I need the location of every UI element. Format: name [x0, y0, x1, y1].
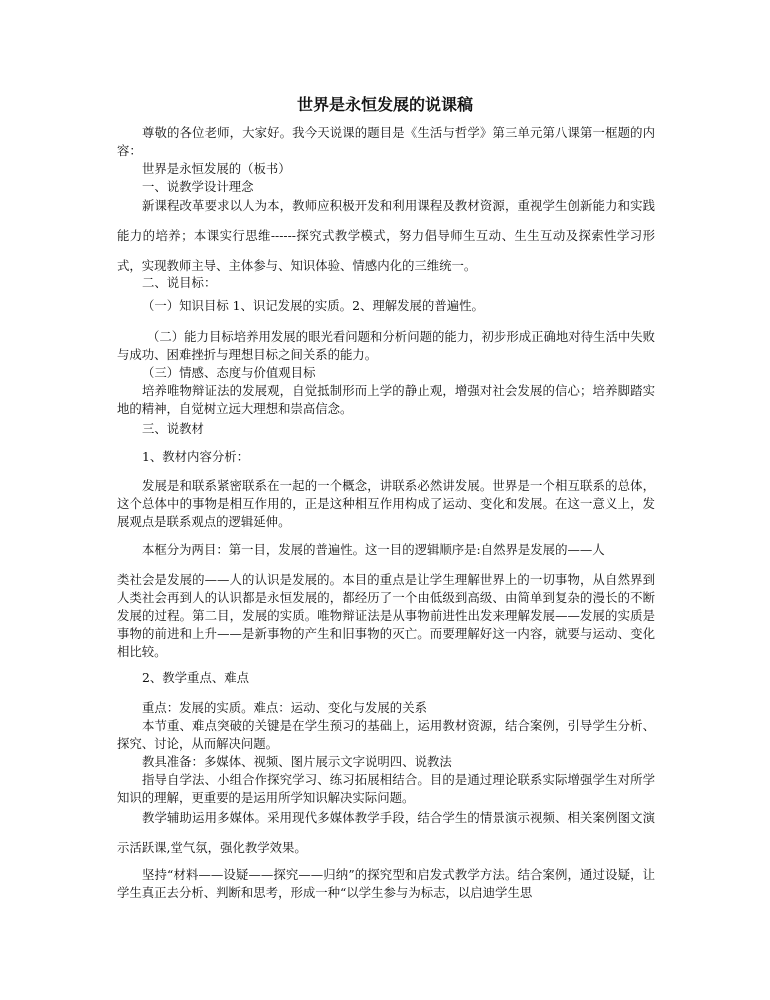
- paragraph-key-points: 重点：发展的实质。难点：运动、变化与发展的关系: [142, 700, 427, 715]
- paragraph-frame-first-line: 本框分为两目：第一目，发展的普遍性。这一目的逻辑顺序是:自然界是发展的——人: [142, 542, 605, 557]
- heading-emotion-objective: （三）情感、态度与价值观目标: [142, 365, 316, 380]
- heading-key-points: 2、教学重点、难点: [142, 670, 250, 685]
- document-title: 世界是永恒发展的说课稿: [296, 95, 473, 114]
- paragraph-ability-objective: （二）能力目标培养用发展的眼光看问题和分析问题的能力，初步形成正确地对待生活中失败与成功、困难挫折与理想目标之间关系的能力。: [117, 329, 656, 362]
- paragraph-multimedia: 教学辅助运用多媒体。采用现代多媒体教学手段，结合学生的情景演示视频、相关案例图文演示活跃课,堂气氛，强化教学效果。: [117, 810, 655, 855]
- section-heading-textbook: 三、说教材: [142, 421, 204, 436]
- paragraph-breakthrough: 本节重、难点突破的关键是在学生预习的基础上，运用教材资源，结合案例，引导学生分析、探究、讨论，从而解决问题。: [117, 718, 655, 751]
- paragraph-board-title: 世界是永恒发展的（板书）: [142, 161, 291, 176]
- paragraph-emotion-objective: 培养唯物辩证法的发展观，自觉抵制形而上学的静止观，增强对社会发展的信心；培养脚踏实地的精神，自觉树立远大理想和崇高信念。: [117, 383, 655, 416]
- paragraph-greeting: 尊敬的各位老师，大家好。我今天说课的题目是《生活与哲学》第三单元第八课第一框题的内容：: [117, 125, 655, 158]
- section-heading-design-concept: 一、说教学设计理念: [142, 179, 254, 194]
- paragraph-frame-body: 类社会是发展的——人的认识是发展的。本目的重点是让学生理解世界上的一切事物，从自然界到人类社会再到人的认识都是永恒发展的，都经历了一个由低级到高级、由简单到复杂的漫长的不断发展的过程。第二目，发展的实质。唯物辩证法是从事物前进性出发来理解发展——发展的实质是事物的前进和上升——是新事物的产生和旧事物的灭亡。而要理解好这一内容，就要与运动、变化相比较。: [117, 572, 655, 659]
- paragraph-knowledge-objective: （一）知识目标 1、识记发展的实质。2、理解发展的普遍性。: [142, 298, 484, 313]
- paragraph-content-analysis: 发展是和联系紧密联系在一起的一个概念，讲联系必然讲发展。世界是一个相互联系的总体，这个总体中的事物是相互作用的，正是这种相互作用构成了运动、变化和发展。在这一意义上，发展观点是联系观点的逻辑延伸。: [117, 478, 655, 529]
- paragraph-design-concept: 新课程改革要求以人为本，教师应积极开发和利用课程及教材资源，重视学生创新能力和实践能力的培养；本课实行思维------探究式教学模式，努力倡导师生互动、生生互动及探索性学习形式，实现教师主导、主体参与、知识体验、情感内化的三维统一。: [117, 198, 655, 273]
- paragraph-inquiry-method: 坚持“材料——设疑——探究——归纳”的探究型和启发式教学方法。结合案例，通过设疑，让学生真正去分析、判断和思考，形成一种“以学生参与为标志，以启迪学生思: [117, 867, 655, 900]
- paragraph-teaching-aids: 教具准备：多媒体、视频、图片展示文字说明四、说教法: [142, 754, 452, 769]
- heading-content-analysis: 1、教材内容分析：: [142, 449, 250, 464]
- section-heading-objectives: 二、说目标：: [142, 275, 217, 290]
- paragraph-teaching-methods: 指导自学法、小组合作探究学习、练习拓展相结合。目的是通过理论联系实际增强学生对所学知识的理解，更重要的是运用所学知识解决实际问题。: [117, 772, 655, 805]
